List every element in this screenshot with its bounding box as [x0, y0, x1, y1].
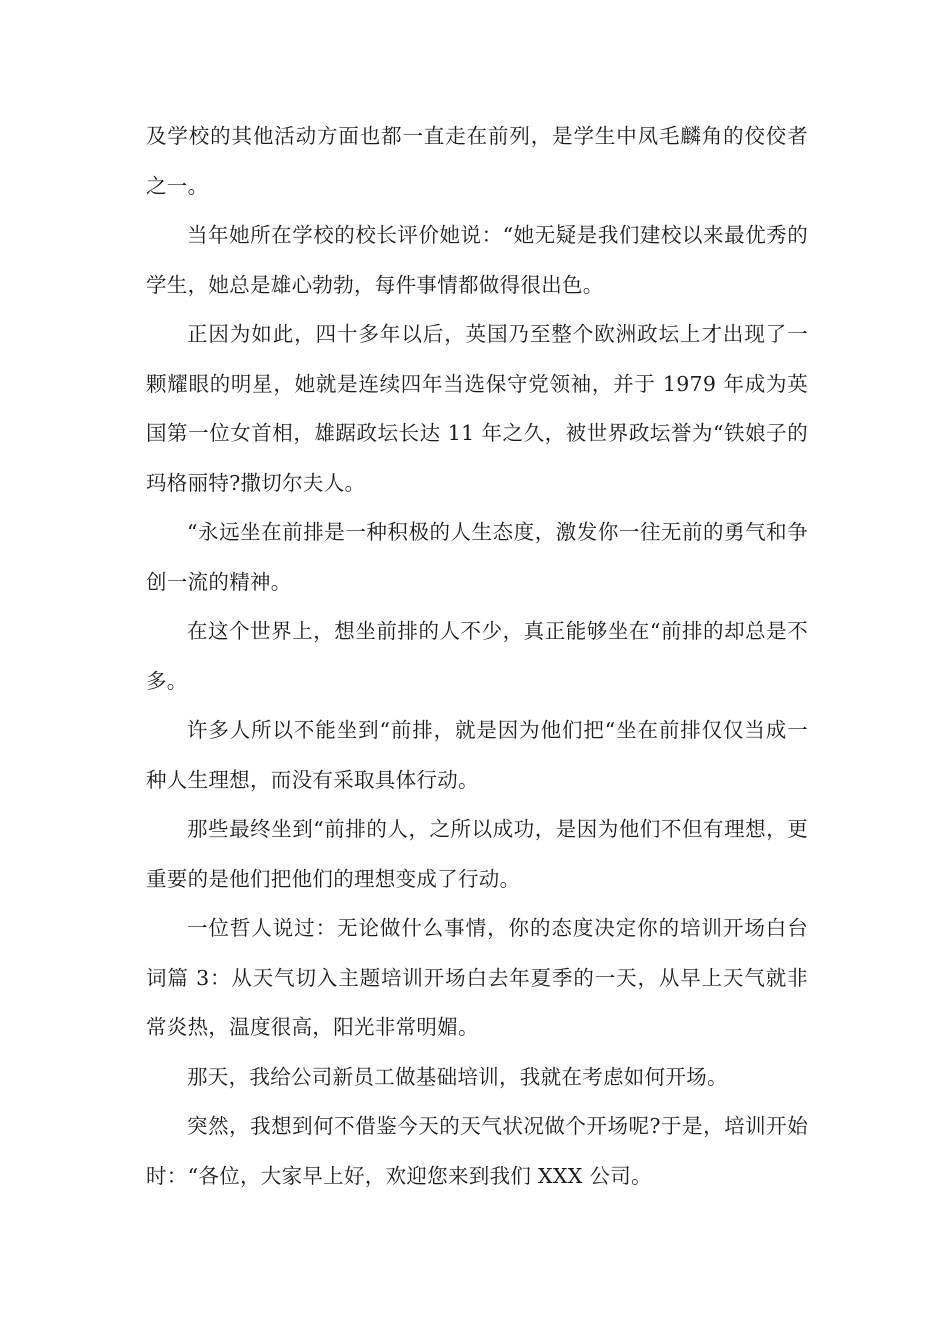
- paragraph-7: 那些最终坐到“前排的人，之所以成功，是因为他们不但有理想，更重要的是他们把他们的理想变成了行动。: [146, 817, 808, 891]
- paragraph-8: 一位哲人说过：无论做什么事情，你的态度决定你的培训开场白台词篇 3：从天气切入主题培训开场白去年夏季的一天，从早上天气就非常炎热，温度很高，阳光非常明媚。: [146, 916, 808, 1039]
- paragraph-1: 及学校的其他活动方面也都一直走在前列，是学生中凤毛麟角的佼佼者之一。: [146, 124, 808, 198]
- document-page: [146, 112, 808, 1201]
- paragraph-9: 那天，我给公司新员工做基础培训，我就在考虑如何开场。: [187, 1064, 728, 1089]
- paragraph-5: 在这个世界上，想坐前排的人不少，真正能够坐在“前排的却总是不多。: [146, 619, 808, 693]
- paragraph-6: 许多人所以不能坐到“前排，就是因为他们把“坐在前排仅仅当成一种人生理想，而没有采取具体行动。: [146, 718, 808, 792]
- paragraph-3: 正因为如此，四十多年以后，英国乃至整个欧洲政坛上才出现了一颗耀眼的明星，她就是连续四年当选保守党领袖，并于 1979 年成为英国第一位女首相，雄踞政坛长达 11 年之久，被世界政坛誉为“铁娘子的玛格丽特?撒切尔夫人。: [146, 322, 808, 495]
- paragraph-10: 突然，我想到何不借鉴今天的天气状况做个开场呢?于是，培训开始时：“各位，大家早上好，欢迎您来到我们 XXX 公司。: [146, 1114, 808, 1188]
- paragraph-4: “永远坐在前排是一种积极的人生态度，激发你一往无前的勇气和争创一流的精神。: [146, 520, 808, 594]
- paragraph-2: 当年她所在学校的校长评价她说：“她无疑是我们建校以来最优秀的学生，她总是雄心勃勃，每件事情都做得很出色。: [146, 223, 808, 297]
